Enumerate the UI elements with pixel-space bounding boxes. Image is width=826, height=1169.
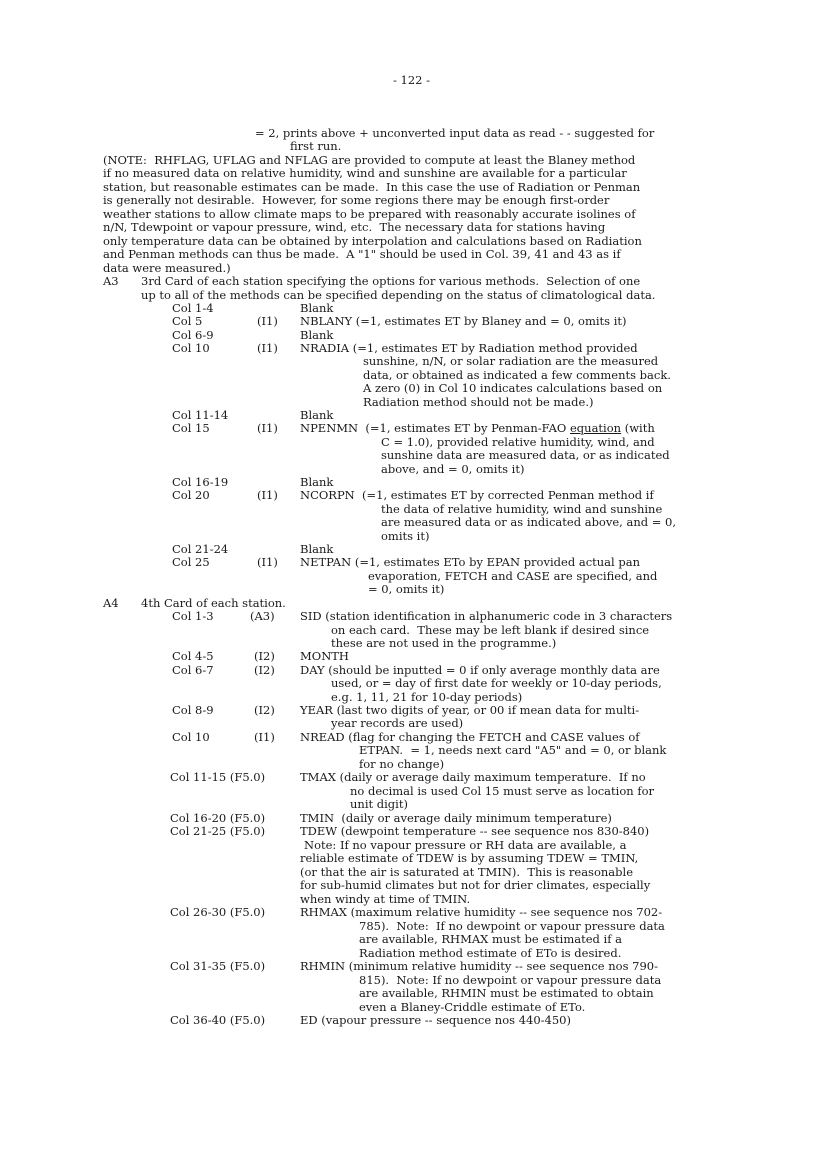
col-label: Col 5 [172,314,203,328]
field-desc: reliable estimate of TDEW is by assuming TDEW = TMIN, [300,851,639,865]
text-line: 3rd Card of each station specifying the options for various methods. Selection of one [141,274,641,288]
field-desc: = 0, omits it) [368,582,445,596]
format-code: (I2) [254,703,275,717]
col-label: Col 20 [172,488,210,502]
field-desc: RHMAX (maximum relative humidity -- see sequence nos 702- [300,905,663,919]
field-desc: when windy at time of TMIN. [300,892,471,906]
field-desc: ETPAN. = 1, needs next card "A5" and = 0, or blank [359,743,667,757]
col-label: Col 21-24 [172,542,229,556]
field-desc: the data of relative humidity, wind and sunshine [381,502,663,516]
field-desc: are available, RHMAX must be estimated if a [359,932,622,946]
field-desc: Blank [300,542,334,556]
field-desc: Blank [300,301,334,315]
col-label: Col 8-9 [172,703,214,717]
format-code: (I1) [254,730,275,744]
format-code: (I1) [257,314,278,328]
col-label: Col 16-20 (F5.0) [170,811,266,825]
field-desc: (or that the air is saturated at TMIN). This is reasonable [300,865,633,879]
field-desc: omits it) [381,529,430,543]
field-desc: C = 1.0), provided relative humidity, wind, and [381,435,655,449]
field-desc: TMIN (daily or average daily minimum temperature) [300,811,612,825]
field-desc: NBLANY (=1, estimates ET by Blaney and = 0, omits it) [300,314,627,328]
text-line: weather stations to allow climate maps to be prepared with reasonably accurate isolines of [103,207,636,221]
field-desc: e.g. 1, 11, 21 for 10-day periods) [331,690,523,704]
field-desc: above, and = 0, omits it) [381,462,525,476]
field-desc: NRADIA (=1, estimates ET by Radiation method provided [300,341,638,355]
col-label: Col 10 [172,341,210,355]
col-label: Col 11-15 (F5.0) [170,770,266,784]
format-code: (I2) [254,649,275,663]
format-code: (I1) [257,555,278,569]
col-label: Col 10 [172,730,210,744]
field-desc: Blank [300,408,334,422]
field-desc: evaporation, FETCH and CASE are specified, and [368,569,658,583]
col-label: Col 6-9 [172,328,214,342]
col-label: Col 21-25 (F5.0) [170,824,266,838]
field-desc: NCORPN (=1, estimates ET by corrected Penman method if [300,488,654,502]
col-label: Col 1-3 [172,609,214,623]
text-line: and Penman methods can thus be made. A "1" should be used in Col. 39, 41 and 43 as if [103,247,621,261]
field-desc: ED (vapour pressure -- sequence nos 440-450) [300,1013,571,1027]
field-desc: used, or = day of first date for weekly or 10-day periods, [331,676,662,690]
text-line: up to all of the methods can be specified depending on the status of climatological data. [141,288,656,302]
field-desc: TMAX (daily or average daily maximum temperature. If no [300,770,646,784]
field-desc: A zero (0) in Col 10 indicates calculations based on [363,381,663,395]
text-line: data were measured.) [103,261,231,275]
section-label: A3 [103,274,119,288]
col-label: Col 4-5 [172,649,214,663]
field-desc: NREAD (flag for changing the FETCH and CASE values of [300,730,640,744]
field-desc: SID (station identification in alphanumeric code in 3 characters [300,609,673,623]
field-desc: are measured data or as indicated above, and = 0, [381,515,677,529]
col-label: Col 6-7 [172,663,214,677]
field-desc: sunshine, n/N, or solar radiation are the measured [363,354,659,368]
field-desc: no decimal is used Col 15 must serve as location for [350,784,655,798]
col-label: Col 15 [172,421,210,435]
text-line: if no measured data on relative humidity, wind and sunshine are available for a particular [103,166,627,180]
underlined-word: equation [570,421,622,435]
text-line: is generally not desirable. However, for some regions there may be enough first-order [103,193,610,207]
field-desc: Radiation method should not be made.) [363,395,594,409]
field-desc: for sub-humid climates but not for drier climates, especially [300,878,651,892]
field-desc: unit digit) [350,797,408,811]
field-desc: NPENMN (=1, estimates ET by Penman-FAO equation (with [300,421,655,435]
field-desc: on each card. These may be left blank if desired since [331,623,650,637]
col-label: Col 36-40 (F5.0) [170,1013,266,1027]
format-code: (A3) [250,609,275,623]
field-desc: TDEW (dewpoint temperature -- see sequence nos 830-840) [300,824,650,838]
text-line: first run. [290,139,342,153]
text-line: n/N, Tdewpoint or vapour pressure, wind, etc. The necessary data for stations having [103,220,606,234]
field-desc: YEAR (last two digits of year, or 00 if mean data for multi- [300,703,640,717]
format-code: (I1) [257,421,278,435]
field-desc: 815). Note: If no dewpoint or vapour pressure data [359,973,662,987]
page-number: - 122 - [393,73,431,87]
field-desc: 785). Note: If no dewpoint or vapour pressure data [359,919,665,933]
col-label: Col 26-30 (F5.0) [170,905,266,919]
format-code: (I1) [257,488,278,502]
col-label: Col 11-14 [172,408,229,422]
section-label: A4 [103,596,119,610]
field-desc: for no change) [359,757,445,771]
text-line: 4th Card of each station. [141,596,286,610]
field-desc: even a Blaney-Criddle estimate of ETo. [359,1000,586,1014]
format-code: (I1) [257,341,278,355]
field-desc: Radiation method estimate of ETo is desired. [359,946,622,960]
format-code: (I2) [254,663,275,677]
field-desc: Note: If no vapour pressure or RH data are available, a [304,838,627,852]
text-line: station, but reasonable estimates can be made. In this case the use of Radiation or Penman [103,180,641,194]
field-desc: these are not used in the programme.) [331,636,557,650]
col-label: Col 31-35 (F5.0) [170,959,266,973]
col-label: Col 25 [172,555,210,569]
text-line: (NOTE: RHFLAG, UFLAG and NFLAG are provided to compute at least the Blaney method [103,153,636,167]
field-desc: are available, RHMIN must be estimated to obtain [359,986,654,1000]
field-desc: DAY (should be inputted = 0 if only average monthly data are [300,663,660,677]
field-desc: NETPAN (=1, estimates ETo by EPAN provided actual pan [300,555,640,569]
field-desc: sunshine data are measured data, or as indicated [381,448,670,462]
col-label: Col 16-19 [172,475,229,489]
field-desc: data, or obtained as indicated a few comments back. [363,368,671,382]
field-desc: year records are used) [331,716,464,730]
col-label: Col 1-4 [172,301,214,315]
field-desc: Blank [300,328,334,342]
text-line: only temperature data can be obtained by interpolation and calculations based on Radiation [103,234,642,248]
field-desc: Blank [300,475,334,489]
field-desc: RHMIN (minimum relative humidity -- see sequence nos 790- [300,959,658,973]
field-desc: MONTH [300,649,349,663]
text-line: = 2, prints above + unconverted input data as read - - suggested for [255,126,655,140]
